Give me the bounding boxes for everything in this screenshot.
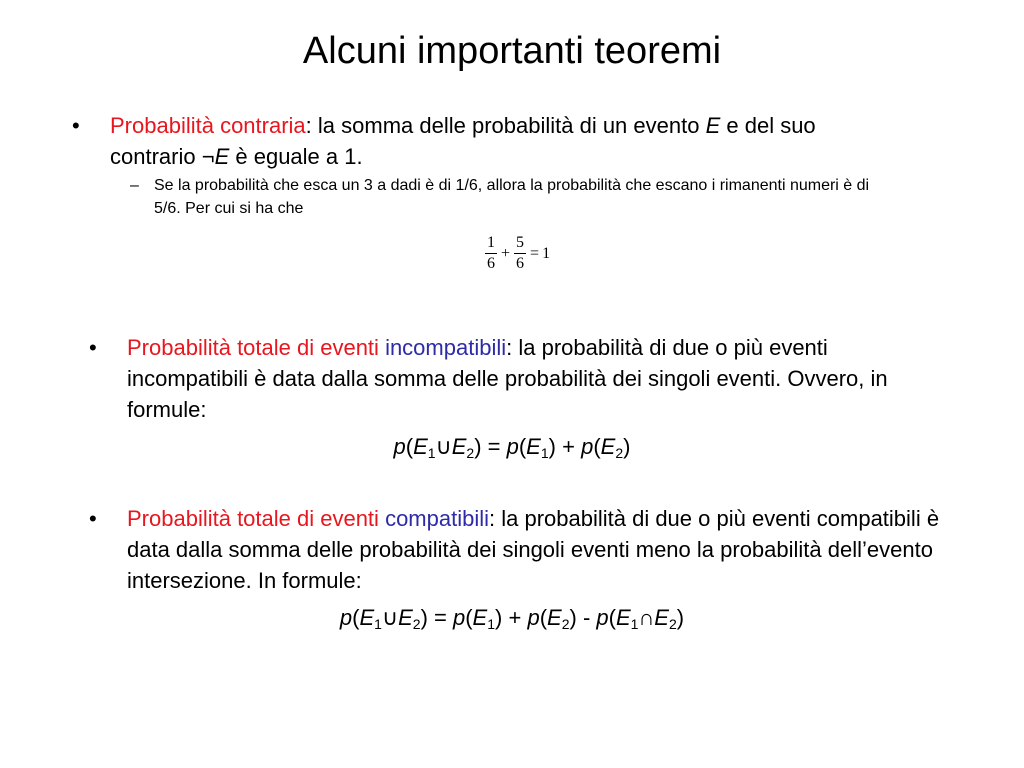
e-symbol: E [654, 605, 669, 630]
bullet-marker: • [72, 113, 80, 138]
fraction-formula [484, 233, 553, 274]
bullet-marker: • [89, 335, 97, 360]
e-symbol: E [615, 605, 631, 630]
subscript: 2 [561, 616, 570, 632]
formula-incompatibili: $p(E_1\cup E_2) = p(E_1) + p(E_2)$ [393, 434, 631, 461]
bullet-term-highlight: incompatibili [385, 335, 507, 360]
p-symbol: p [596, 605, 609, 630]
bullet-eventi-incompatibili [89, 332, 889, 425]
subscript: 1 [374, 616, 382, 632]
equals-operator: = [427, 605, 453, 630]
subscript: 1 [540, 445, 549, 461]
e-symbol: E [398, 605, 413, 630]
subscript: 2 [668, 616, 677, 632]
bullet-term: Probabilità totale di eventi [127, 335, 379, 360]
e-symbol: E [600, 434, 616, 459]
bullet-text-part: e del suo contrario [110, 113, 816, 169]
result-value: 1 [542, 244, 551, 262]
subscript: 2 [615, 445, 624, 461]
subscript: 1 [427, 445, 436, 461]
p-symbol: p [581, 434, 594, 459]
sub-bullet-text: Se la probabilità che esca un 3 a dadi è di 1/6, allora la probabilità che escano i rimanenti numeri è di 5/6. Per cui si ha che [154, 177, 870, 217]
bullet-term-highlight: compatibili [385, 506, 489, 531]
formula-compatibili: $p(E_1\cup E_2) = p(E_1) + p(E_2)$ - $p(E_1\cap E_2)$ [339, 605, 685, 632]
bullet-text-part: : la somma delle probabilità di un evento [305, 113, 706, 138]
p-symbol: p [452, 605, 466, 630]
plus-operator: + [502, 605, 528, 630]
e-symbol: E [547, 605, 562, 630]
union-symbol: ∪ [381, 605, 399, 630]
denominator: 6 [516, 255, 525, 272]
bullet-text-part: : la probabilità di due o più eventi incompatibili è data dalla somma delle probabilità dei singoli eventi. Ovvero, in formule: [127, 335, 888, 422]
p-symbol: p [339, 605, 353, 630]
bullet-text-part: è eguale a 1. [229, 144, 363, 169]
numerator: 5 [514, 233, 526, 254]
e-symbol: E [359, 605, 375, 630]
slide-title: Alcuni importanti teoremi [302, 30, 722, 72]
equals-operator: = [481, 434, 507, 459]
p-symbol: p [393, 434, 406, 459]
equals-operator: = [530, 244, 540, 262]
subscript: 2 [466, 445, 475, 461]
e-symbol: E [413, 434, 428, 459]
p-symbol: p [506, 434, 519, 459]
subscript: 1 [630, 616, 639, 632]
e-symbol: E [526, 434, 541, 459]
bullet-term: Probabilità contraria [110, 113, 306, 138]
sub-bullet-marker: – [130, 177, 139, 194]
fraction-five-sixths [514, 233, 526, 274]
e-symbol: E [451, 434, 467, 459]
subscript: 1 [487, 616, 496, 632]
plus-operator: + [501, 244, 511, 262]
event-symbol: E [705, 113, 721, 138]
sub-bullet-dice-example [130, 174, 890, 220]
bullet-marker: • [89, 506, 97, 531]
union-symbol: ∪ [435, 434, 452, 459]
event-symbol: E [214, 144, 230, 169]
fraction-one-sixth [485, 233, 497, 274]
negation-symbol: ¬ [201, 144, 215, 169]
bullet-eventi-compatibili [89, 503, 949, 596]
subscript: 2 [412, 616, 421, 632]
plus-operator: + [555, 434, 582, 459]
minus-operator: - [576, 605, 597, 630]
bullet-text [127, 503, 949, 596]
e-symbol: E [472, 605, 488, 630]
bullet-text [110, 110, 892, 172]
bullet-text [127, 332, 889, 425]
p-symbol: p [527, 605, 540, 630]
bullet-text-part: : la probabilità di due o più eventi compatibili è data dalla somma delle probabilità dei singoli eventi meno la probabilità dell’evento intersezione. In formule: [127, 506, 940, 593]
bullet-term: Probabilità totale di eventi [127, 506, 379, 531]
bullet-probabilita-contraria [72, 110, 892, 172]
numerator: 1 [485, 233, 497, 254]
denominator: 6 [487, 255, 495, 272]
intersection-symbol: ∩ [638, 605, 655, 630]
